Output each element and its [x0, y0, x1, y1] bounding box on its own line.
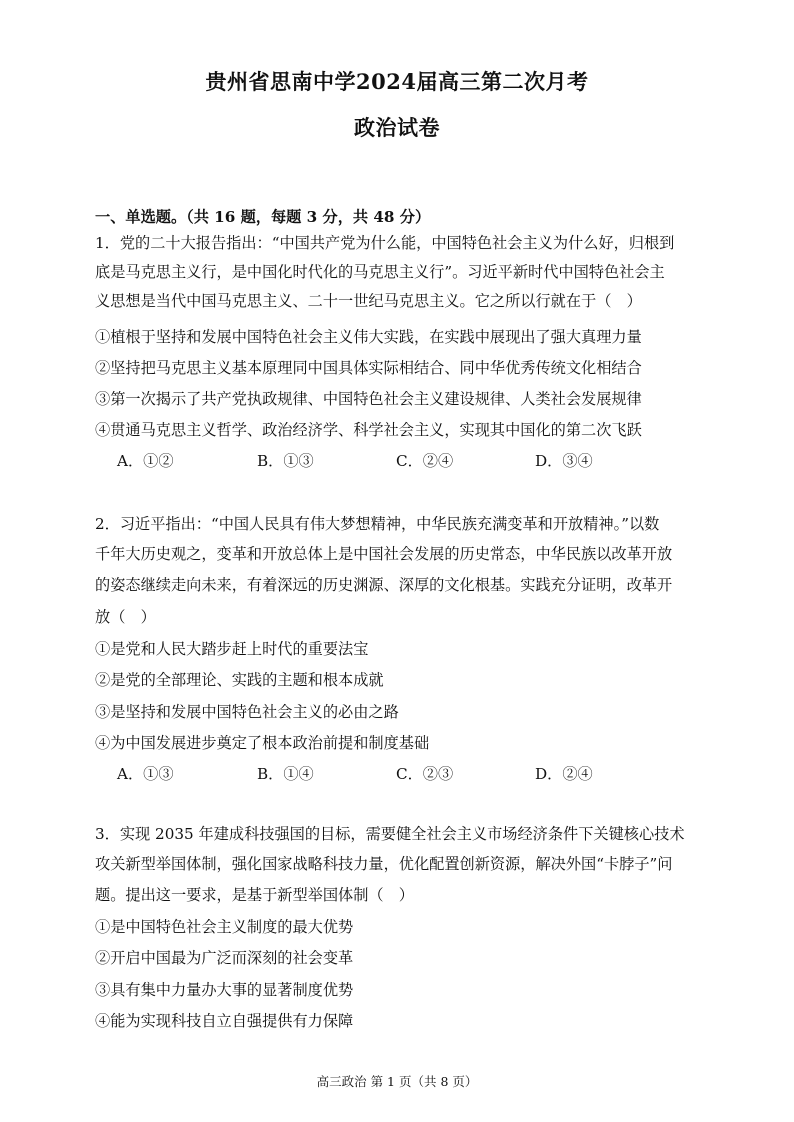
option-a: A．①③: [117, 765, 174, 783]
question-3-stem-line-1: 3．实现 2035 年建成科技强国的目标，需要健全社会主义市场经济条件下关键核心技术: [95, 825, 685, 843]
page-footer: 高三政治 第 1 页（共 8 页）: [316, 1074, 478, 1089]
question-3-item-3: ③具有集中力量办大事的显著制度优势: [95, 981, 354, 999]
question-1-item-4: ④贯通马克思主义哲学、政治经济学、科学社会主义，实现其中国化的第二次飞跃: [95, 421, 642, 439]
question-1-stem-line-2: 底是马克思主义行，是中国化时代化的马克思主义行”。习近平新时代中国特色社会主: [95, 263, 665, 281]
option-b: B．①③: [257, 452, 314, 470]
question-1-item-1: ①植根于坚持和发展中国特色社会主义伟大实践，在实践中展现出了强大真理力量: [95, 328, 642, 346]
exam-title: 贵州省思南中学2024届高三第二次月考: [205, 69, 589, 94]
question-1-item-2: ②坚持把马克思主义基本原理同中国具体实际相结合、同中华优秀传统文化相结合: [95, 359, 642, 377]
section-heading: 一、单选题。（共 16 题，每题 3 分，共 48 分）: [95, 208, 431, 226]
question-2-item-4: ④为中国发展进步奠定了根本政治前提和制度基础: [95, 734, 430, 752]
option-d: D．③④: [535, 452, 593, 470]
question-1-stem-line-1: 1．党的二十大报告指出：“中国共产党为什么能，中国特色社会主义为什么好，归根到: [95, 234, 675, 252]
question-2-stem-line-4: 放（ ）: [95, 608, 156, 626]
question-3-item-2: ②开启中国最为广泛而深刻的社会变革: [95, 949, 354, 967]
option-c: C．②④: [396, 452, 454, 470]
question-3-item-1: ①是中国特色社会主义制度的最大优势: [95, 918, 354, 936]
question-3-stem-line-3: 题。提出这一要求，是基于新型举国体制（ ）: [95, 886, 414, 904]
exam-subtitle: 政治试卷: [354, 115, 440, 140]
question-3-stem-line-2: 攻关新型举国体制，强化国家战略科技力量，优化配置创新资源，解决外国“卡脖子”问: [95, 855, 673, 873]
question-2-options: [117, 764, 593, 784]
question-2-item-2: ②是党的全部理论、实践的主题和根本成就: [95, 671, 384, 689]
question-2-stem-line-1: 2．习近平指出：“中国人民具有伟大梦想精神，中华民族充满变革和开放精神。”以数: [95, 515, 660, 533]
question-1-item-3: ③第一次揭示了共产党执政规律、中国特色社会主义建设规律、人类社会发展规律: [95, 390, 642, 408]
question-1-stem-line-3: 义思想是当代中国马克思主义、二十一世纪马克思主义。它之所以行就在于（ ）: [95, 292, 642, 310]
question-2-item-1: ①是党和人民大踏步赶上时代的重要法宝: [95, 640, 369, 658]
question-2-stem-line-3: 的姿态继续走向未来，有着深远的历史渊源、深厚的文化根基。实践充分证明，改革开: [95, 576, 673, 594]
option-a: A．①②: [117, 452, 174, 470]
question-1-options: [117, 451, 593, 471]
question-2-item-3: ③是坚持和发展中国特色社会主义的必由之路: [95, 703, 399, 721]
question-2-stem-line-2: 千年大历史观之，变革和开放总体上是中国社会发展的历史常态，中华民族以改革开放: [95, 545, 673, 563]
option-b: B．①④: [257, 765, 314, 783]
option-d: D．②④: [535, 765, 593, 783]
option-c: C．②③: [396, 765, 454, 783]
question-3-item-4: ④能为实现科技自立自强提供有力保障: [95, 1012, 354, 1030]
